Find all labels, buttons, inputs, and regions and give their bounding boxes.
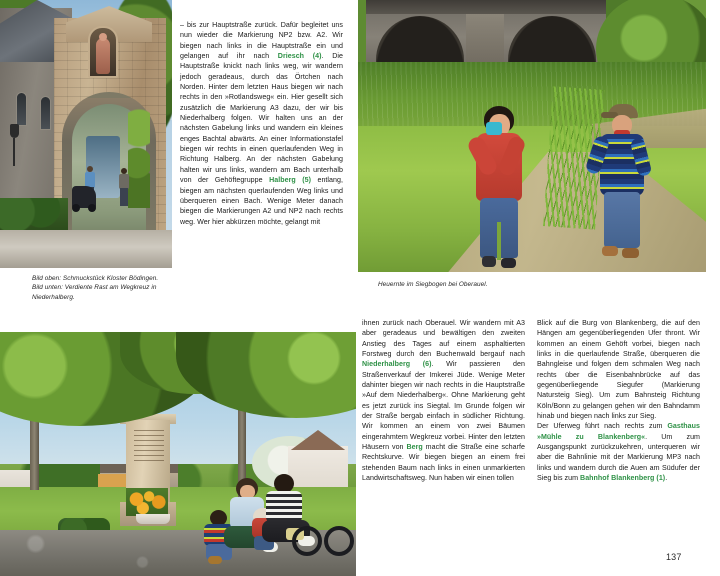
church-window bbox=[16, 92, 27, 126]
child-drinking bbox=[470, 106, 528, 272]
highlighted-place-name: Bahnhof Blankenberg (1) bbox=[580, 474, 666, 483]
church-window bbox=[40, 96, 51, 130]
stroller bbox=[72, 186, 96, 208]
photo-kloster-bodingen bbox=[0, 0, 172, 268]
inscription-panel bbox=[134, 430, 164, 464]
caption-line-lower: Bild unten: Verdiente Rast am Wegkreuz in Niederhalberg. bbox=[32, 284, 157, 301]
drinking-cup bbox=[486, 122, 502, 135]
bicycle bbox=[310, 510, 354, 556]
body-text-column-bottom-middle: ihnen zurück nach Oberauel. Wir wandern mit A3 aber geradeaus und bewältigen den zweiten Anstieg des Tages auf einem asphaltierten Forstweg durch den Buchenwald bergauf nach Niederhalberg (6). Wir passieren den Straßenverkauf der Imkerei Jüde. Wenige Meter dahinter biegen wir nach rechts in die Hauptstraße »Auf dem Niederhalberg«. Ohne Markierung geht es jetzt zurück ins Siegtal. Im Grunde folgen wir der Straße bergab einfach in südlicher Richtung. Wir kommen an einem von zwei Bäumen eingerahmtem Wegkreuz vorbei. Hinter den letzten Häusern von Berg macht die Straße eine scharfe Rechtskurve. Wir biegen biegen an einem frei stehenden Baum nach links in einen unmarkierten Landwirtschaftsweg. Nun haben wir einen tollen bbox=[362, 319, 525, 483]
photo-wegkreuz-rast bbox=[0, 332, 356, 576]
bridge-deck bbox=[366, 0, 606, 14]
hedge bbox=[0, 198, 68, 232]
highlighted-place-name: Berg bbox=[406, 443, 423, 452]
highlighted-place-name: Driesch (4) bbox=[277, 52, 322, 61]
child-with-cap bbox=[596, 104, 648, 270]
caption-line-upper: Bild oben: Schmuckstück Kloster Bödingen. bbox=[32, 275, 159, 282]
highlighted-place-name: Halberg (5) bbox=[269, 176, 311, 185]
climbing-vine bbox=[128, 108, 150, 208]
caption-left-photos bbox=[32, 274, 172, 302]
paved-ground bbox=[0, 230, 172, 268]
person-walking bbox=[118, 168, 130, 206]
planter bbox=[136, 514, 170, 524]
street-lamp bbox=[10, 124, 19, 138]
body-text-column-bottom-right: Blick auf die Burg von Blankenberg, die auf den Hängen am gegenüberliegenden Ufer thront. Wir kommen an einem Gehöft vorbei, biegen nach links in die querlaufende Straße, überqueren die Bahngleise und folgen dem schmalen Weg nach rechts über die Eisenbahnbrücke auf das gegenüberliegende Siegufer (Markierung Natursteig Sieg). Um zum Bahnsteig Richtung Köln/Bonn zu gelangen gehen wir den Bahndamm hinab und biegen nach links zur Sieg. Der Uferweg führt nach rechts zum Gasthaus »Mühle zu Blankenberg«. Um zum Ausgangspunkt zurückzukehren, unterqueren wir aber die Bahnlinie mit der Markierung MP3 nach links und wandern durch die Auen am Südufer der Sieg bis zum Bahnhof Blankenberg (1). bbox=[537, 319, 700, 483]
body-text-column-top-middle: – bis zur Hauptstraße zurück. Dafür begleitet uns nun wieder die Markierung NP2 bzw. A2. Wir biegen nach links in die Hauptstraße ein und gelangen auf ihr nach Driesch (4). Die Hauptstraße knickt nach links weg, wir wandern jedoch geradeaus, durch das Örtchen nach Norden. Hinter dem letzten Haus biegen wir nach rechts in den »Rotlandsweg« ein. Hier gesellt sich zusätzlich die Markierung A3 dazu, der wir bis Niederhalberg folgen. Wir halten uns an der nächsten Gabelung links und wandern ein kleines enges Bachtal abwärts. An einer Informationstafel biegen wir rechts in einen querlaufenden Weg in Richtung Halberg. An der nächsten Gabelung halten wir uns links, wandern am Bach unterhalb von der Gehöftegruppe Halberg (5) entlang, biegen am nächsten querlaufenden Weg links und überqueren einen Bach. Wenige Meter danach biegen die Markierungen A2 und NP2 nach rechts weg. Wer hier abkürzen möchte, gelangt mit bbox=[180, 21, 344, 226]
highlighted-place-name: Gasthaus »Mühle zu Blankenberg« bbox=[537, 422, 700, 441]
photo-children-siegbogen bbox=[358, 0, 706, 272]
flower-bed bbox=[126, 488, 168, 516]
madonna-statue bbox=[96, 38, 110, 74]
caption-middle-photo: Heuernte im Siegbogen bei Oberauel. bbox=[378, 281, 488, 288]
highlighted-place-name: Niederhalberg (6) bbox=[362, 360, 432, 369]
page-number: 137 bbox=[666, 552, 682, 562]
